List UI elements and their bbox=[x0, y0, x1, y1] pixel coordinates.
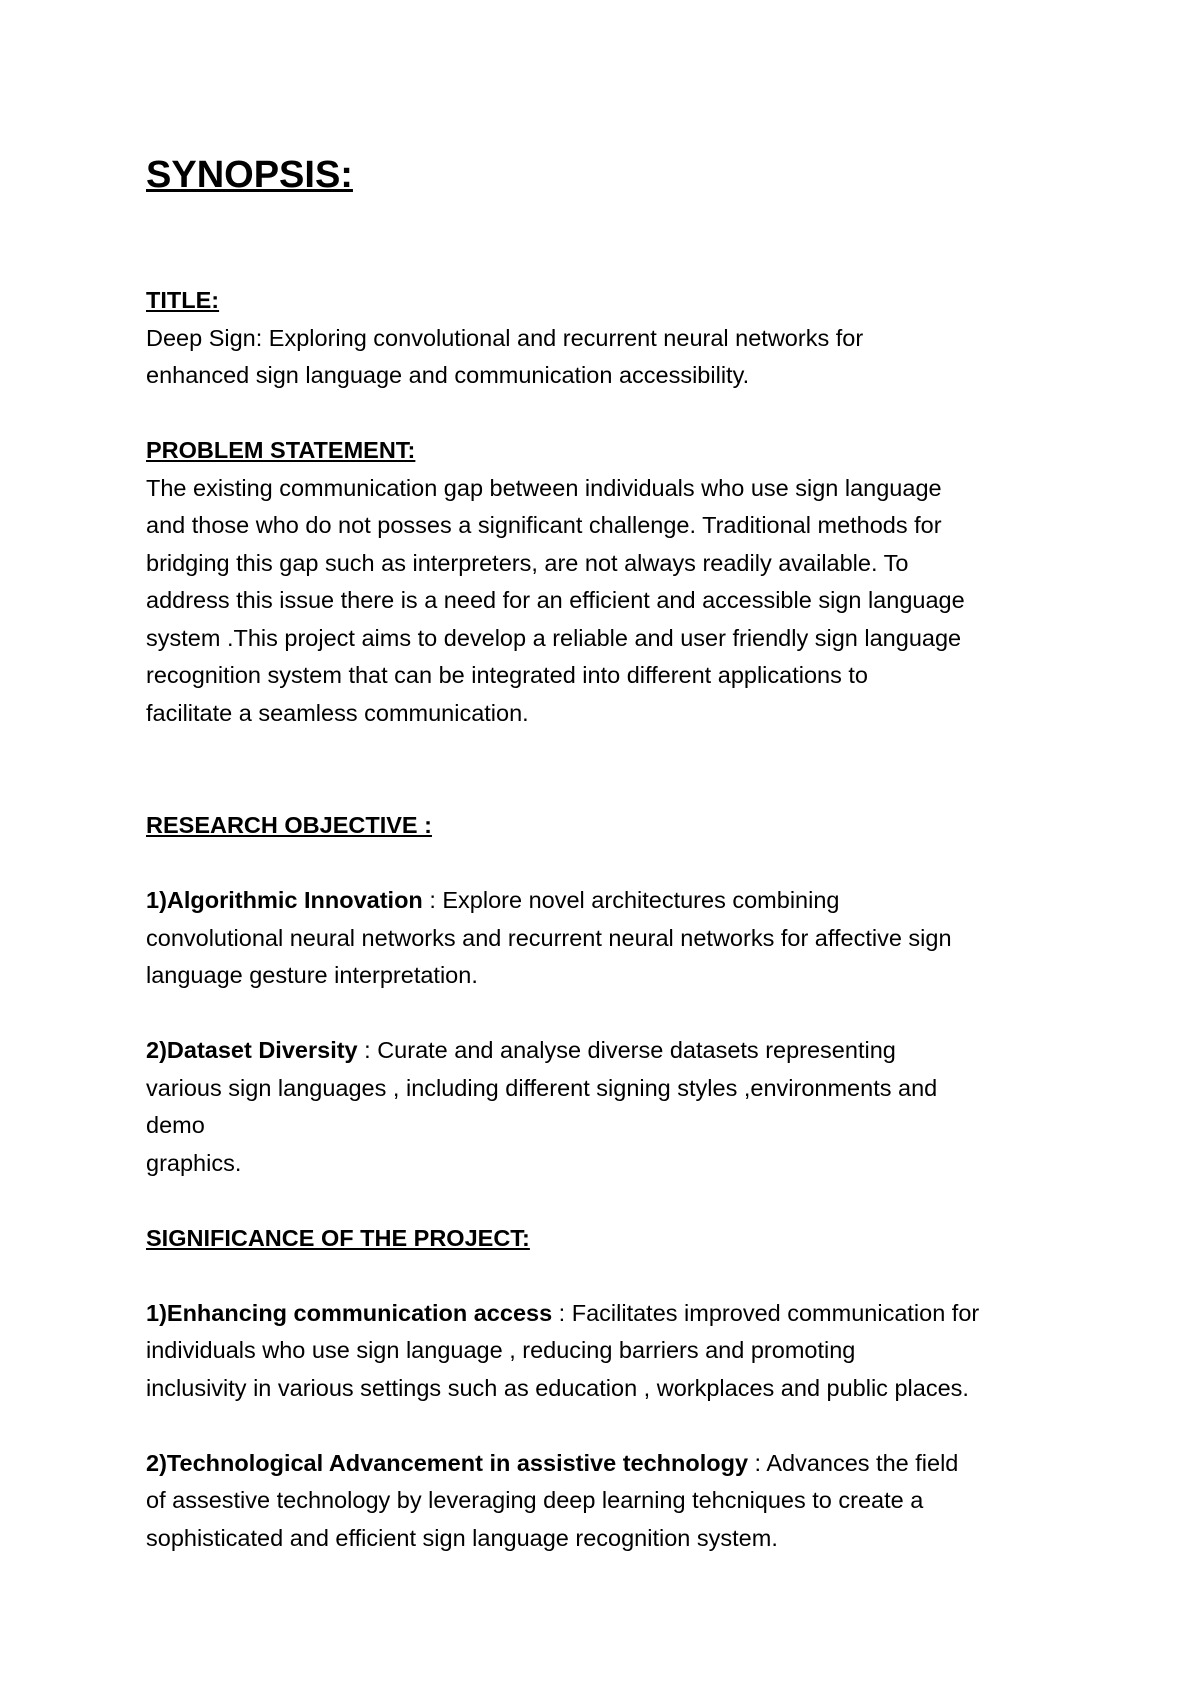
problem-statement-text: The existing communication gap between individuals who use sign language and those who do not posses a significant challenge. Traditional methods for bridging this gap such as interpreters, are not always readily available. To address this issue there is a need for an efficient and accessible sign language system .This project aims to develop a reliable and user friendly sign language recognition system that can be integrated into different applications to facilitate a seamless communication. bbox=[146, 474, 965, 726]
item-label: Algorithmic Innovation bbox=[166, 887, 423, 913]
title-section bbox=[146, 282, 1076, 395]
research-objective-item bbox=[146, 1032, 1076, 1182]
significance-heading: SIGNIFICANCE OF THE PROJECT: bbox=[146, 1224, 530, 1251]
research-objective-section bbox=[146, 807, 1076, 1182]
item-label: Enhancing communication access bbox=[166, 1299, 553, 1326]
item-text: : Advances the field of assestive technology by leveraging deep learning tehcniques to create a sophisticated and efficient sign language recognition system. bbox=[146, 1449, 959, 1551]
item-text: : Explore novel architectures combining convolutional neural networks and recurrent neural networks for affective sign language gesture interpretation. bbox=[146, 887, 952, 988]
item-number: 1) bbox=[146, 887, 167, 913]
research-objective-item bbox=[146, 882, 1076, 995]
item-label: Technological Advancement in assistive technology bbox=[166, 1449, 749, 1476]
significance-item bbox=[146, 1295, 1076, 1408]
research-objective-heading: RESEARCH OBJECTIVE : bbox=[146, 812, 432, 838]
document-body bbox=[146, 150, 1076, 1557]
significance-section bbox=[146, 1220, 1076, 1558]
problem-statement-heading: PROBLEM STATEMENT: bbox=[146, 437, 416, 463]
title-text: Deep Sign: Exploring convolutional and recurrent neural networks for enhanced sign language and communication accessibility. bbox=[146, 324, 864, 388]
problem-statement-section bbox=[146, 432, 1076, 732]
significance-item bbox=[146, 1445, 1076, 1558]
item-number: 1) bbox=[146, 1299, 167, 1326]
item-label: Dataset Diversity bbox=[166, 1037, 358, 1063]
document-title: SYNOPSIS: bbox=[146, 154, 353, 196]
title-heading: TITLE: bbox=[146, 287, 220, 313]
item-text: : Curate and analyse diverse datasets representing various sign languages , including different signing styles ,environments and demo graphics. bbox=[146, 1037, 938, 1176]
item-text: : Facilitates improved communication for individuals who use sign language , reducing barriers and promoting inclusivity in various settings such as education , workplaces and public places. bbox=[146, 1299, 980, 1401]
item-number: 2) bbox=[146, 1449, 167, 1476]
item-number: 2) bbox=[146, 1037, 167, 1063]
